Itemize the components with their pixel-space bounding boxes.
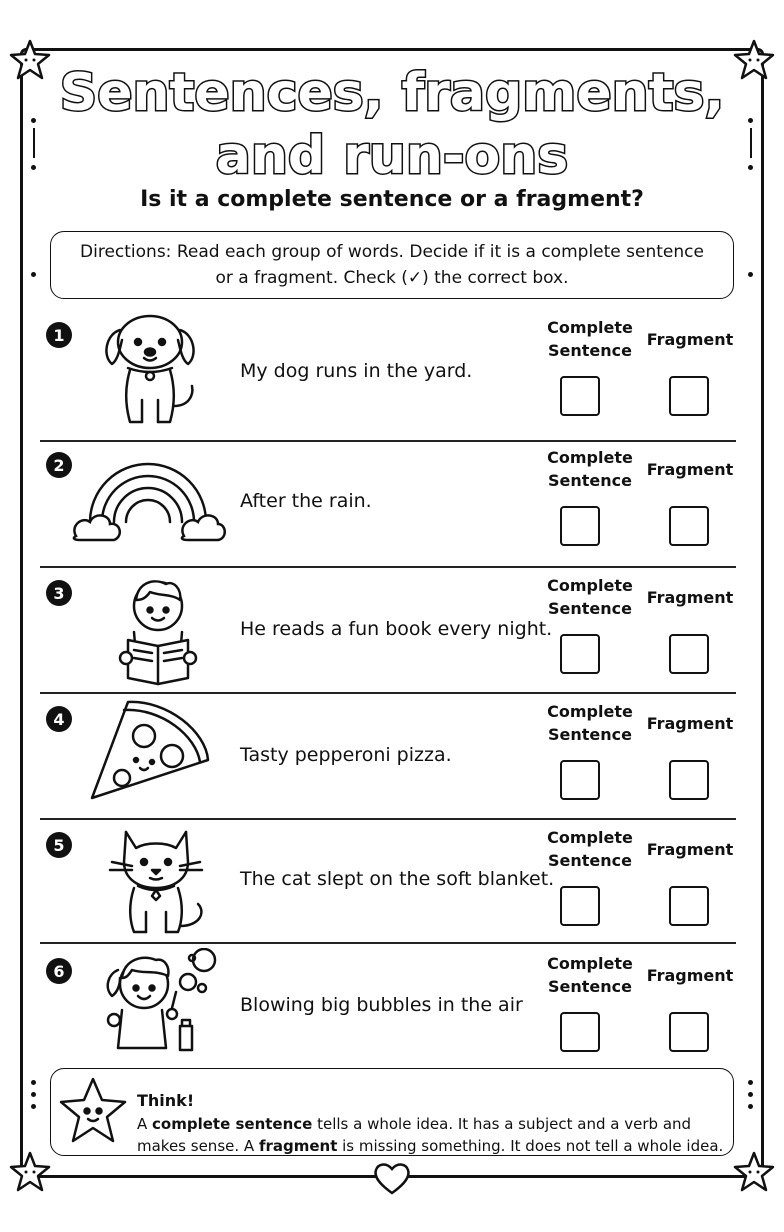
- complete-label-line-2: Sentence: [548, 471, 632, 490]
- row-divider: [40, 692, 736, 694]
- question-number: 4: [46, 706, 72, 732]
- complete-sentence-label: [530, 574, 650, 620]
- complete-label-line-2: Sentence: [548, 599, 632, 618]
- girl-bubbles-icon: [88, 948, 228, 1068]
- sentence-text: He reads a fun book every night.: [240, 618, 553, 640]
- fragment-label: Fragment: [646, 714, 734, 733]
- smiling-star-icon: [57, 1075, 129, 1147]
- sentence-text: After the rain.: [240, 490, 372, 512]
- fragment-label: Fragment: [646, 330, 734, 349]
- complete-label-line-1: Complete: [547, 318, 633, 337]
- title-line-2: and run-ons: [215, 126, 569, 186]
- question-row-1: [40, 318, 736, 440]
- directions-line-1: Directions: Read each group of words. Decide if it is a complete sentence: [80, 242, 704, 262]
- border-dot: [31, 272, 36, 277]
- complete-label-line-1: Complete: [547, 576, 633, 595]
- sentence-text: Blowing big bubbles in the air: [240, 994, 523, 1016]
- boy-reading-icon: [88, 570, 228, 690]
- fragment-checkbox[interactable]: [669, 376, 709, 416]
- think-text: [137, 1113, 727, 1157]
- question-number: 1: [46, 322, 72, 348]
- complete-label-line-1: Complete: [547, 954, 633, 973]
- think-title: Think!: [137, 1091, 195, 1110]
- question-row-4: [40, 702, 736, 818]
- fragment-checkbox[interactable]: [669, 634, 709, 674]
- directions-box: [50, 231, 734, 299]
- heart-icon: [372, 1160, 412, 1196]
- complete-label-line-2: Sentence: [548, 851, 632, 870]
- border-dot: [31, 1092, 36, 1097]
- question-number: 3: [46, 580, 72, 606]
- complete-sentence-label: [530, 446, 650, 492]
- border-dot: [31, 1104, 36, 1109]
- rainbow-icon: [68, 442, 228, 562]
- question-row-3: [40, 576, 736, 692]
- corner-star-icon: [8, 1150, 52, 1194]
- complete-sentence-label: [530, 952, 650, 998]
- question-row-2: [40, 448, 736, 566]
- complete-sentence-checkbox[interactable]: [560, 760, 600, 800]
- complete-label-line-2: Sentence: [548, 341, 632, 360]
- think-term-complete-sentence: complete sentence: [152, 1115, 313, 1133]
- worksheet-title: [0, 58, 784, 188]
- complete-sentence-checkbox[interactable]: [560, 1012, 600, 1052]
- think-text-part: A: [137, 1115, 153, 1133]
- think-text-part: is missing something. It does not tell a whole idea.: [337, 1137, 724, 1155]
- complete-sentence-checkbox[interactable]: [560, 376, 600, 416]
- think-text-part: tells a whole idea. It has a subject and a verb and makes sense. A: [137, 1115, 692, 1155]
- border-dot: [748, 1080, 753, 1085]
- question-row-6: [40, 954, 736, 1066]
- border-dot: [748, 1104, 753, 1109]
- fragment-label: Fragment: [646, 966, 734, 985]
- complete-sentence-checkbox[interactable]: [560, 886, 600, 926]
- complete-sentence-label: [530, 316, 650, 362]
- complete-sentence-label: [530, 826, 650, 872]
- question-number: 6: [46, 958, 72, 984]
- border-dot: [31, 1080, 36, 1085]
- cat-icon: [88, 822, 228, 942]
- complete-label-line-1: Complete: [547, 448, 633, 467]
- sentence-text: The cat slept on the soft blanket.: [240, 868, 555, 890]
- border-dot: [748, 1092, 753, 1097]
- fragment-checkbox[interactable]: [669, 886, 709, 926]
- subtitle: Is it a complete sentence or a fragment?: [140, 187, 644, 212]
- fragment-checkbox[interactable]: [669, 760, 709, 800]
- row-divider: [40, 566, 736, 568]
- complete-label-line-1: Complete: [547, 828, 633, 847]
- complete-sentence-checkbox[interactable]: [560, 506, 600, 546]
- row-divider: [40, 818, 736, 820]
- question-row-5: [40, 828, 736, 942]
- row-divider: [40, 942, 736, 944]
- think-term-fragment: fragment: [258, 1137, 338, 1155]
- complete-sentence-label: [530, 700, 650, 746]
- pizza-icon: [88, 696, 228, 816]
- sentence-text: Tasty pepperoni pizza.: [240, 744, 452, 766]
- directions-line-2: or a fragment. Check (✓) the correct box.: [215, 268, 569, 288]
- fragment-checkbox[interactable]: [669, 506, 709, 546]
- dog-icon: [88, 312, 228, 432]
- question-number: 2: [46, 452, 72, 478]
- fragment-label: Fragment: [646, 588, 734, 607]
- think-box: [50, 1068, 734, 1156]
- question-number: 5: [46, 832, 72, 858]
- border-dot: [748, 272, 753, 277]
- title-line-1: Sentences, fragments,: [59, 63, 725, 123]
- corner-star-icon: [732, 1150, 776, 1194]
- complete-label-line-1: Complete: [547, 702, 633, 721]
- complete-label-line-2: Sentence: [548, 977, 632, 996]
- fragment-label: Fragment: [646, 460, 734, 479]
- complete-sentence-checkbox[interactable]: [560, 634, 600, 674]
- sentence-text: My dog runs in the yard.: [240, 360, 473, 382]
- fragment-label: Fragment: [646, 840, 734, 859]
- complete-label-line-2: Sentence: [548, 725, 632, 744]
- fragment-checkbox[interactable]: [669, 1012, 709, 1052]
